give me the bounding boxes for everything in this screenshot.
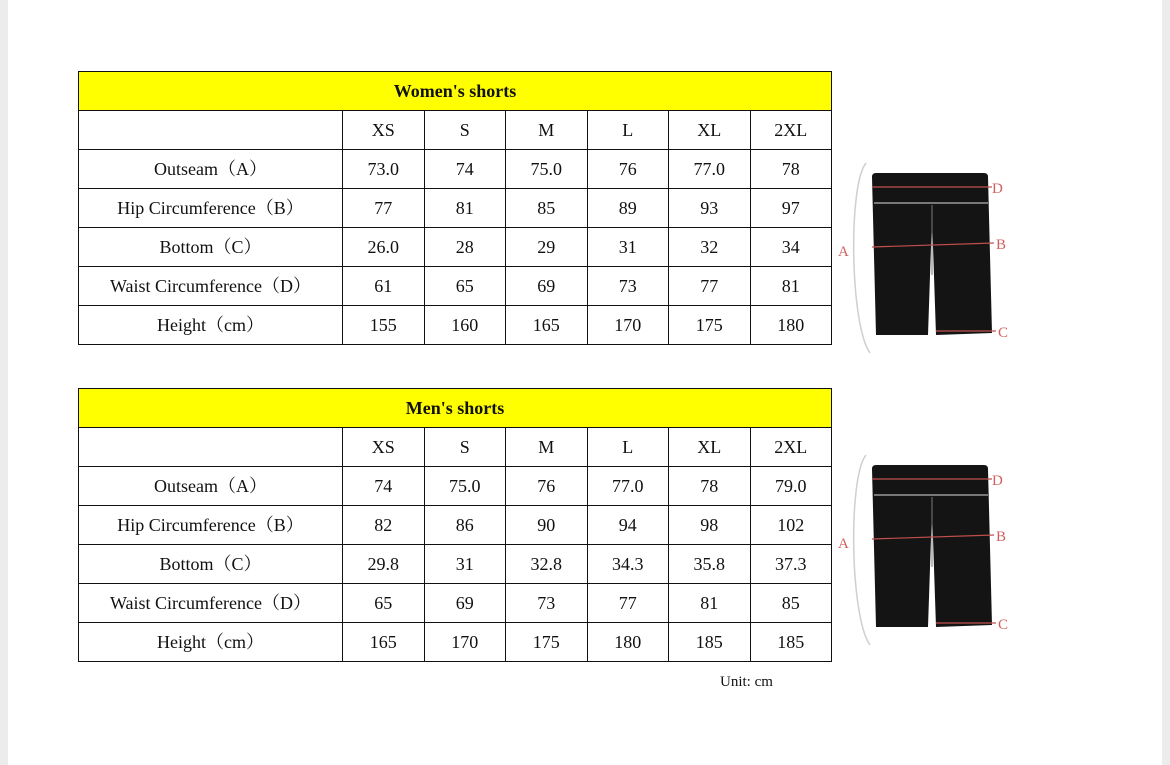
table-row bbox=[79, 267, 832, 306]
womens-shorts-diagram bbox=[836, 155, 1026, 365]
size-header: L bbox=[587, 428, 669, 467]
table-cell: 77 bbox=[669, 267, 751, 306]
right-edge-shade bbox=[1162, 0, 1170, 765]
table-row bbox=[79, 623, 832, 662]
table-cell: 79.0 bbox=[750, 467, 832, 506]
table-title-row bbox=[79, 72, 832, 111]
unit-note: Unit: cm bbox=[720, 674, 773, 690]
row-label: Outseam（A） bbox=[79, 467, 343, 506]
table-cell: 69 bbox=[424, 584, 506, 623]
table-cell: 76 bbox=[506, 467, 588, 506]
table-cell: 75.0 bbox=[506, 150, 588, 189]
mens-size-table bbox=[78, 388, 832, 662]
size-header: S bbox=[424, 111, 506, 150]
table-cell: 165 bbox=[343, 623, 425, 662]
table-cell: 61 bbox=[343, 267, 425, 306]
table-title: Men's shorts bbox=[79, 389, 832, 428]
table-cell: 32 bbox=[669, 228, 751, 267]
label-c: C bbox=[998, 325, 1009, 341]
table-cell: 85 bbox=[750, 584, 832, 623]
table-row bbox=[79, 150, 832, 189]
table-cell: 32.8 bbox=[506, 545, 588, 584]
table-row bbox=[79, 506, 832, 545]
left-edge-shade bbox=[0, 0, 8, 765]
row-label: Height（cm） bbox=[79, 306, 343, 345]
table-cell: 78 bbox=[750, 150, 832, 189]
table-cell: 77.0 bbox=[669, 150, 751, 189]
table-cell: 155 bbox=[343, 306, 425, 345]
row-label: Hip Circumference（B） bbox=[79, 189, 343, 228]
table-cell: 170 bbox=[587, 306, 669, 345]
table-cell: 73 bbox=[506, 584, 588, 623]
table-row bbox=[79, 228, 832, 267]
table-cell: 78 bbox=[669, 467, 751, 506]
label-a: A bbox=[838, 536, 849, 552]
shorts-measurement-diagram bbox=[836, 155, 1026, 365]
table-cell: 90 bbox=[506, 506, 588, 545]
table-cell: 65 bbox=[424, 267, 506, 306]
size-header: M bbox=[506, 428, 588, 467]
table-cell: 76 bbox=[587, 150, 669, 189]
table-cell: 29 bbox=[506, 228, 588, 267]
table-cell: 34 bbox=[750, 228, 832, 267]
row-label: Bottom（C） bbox=[79, 545, 343, 584]
size-header-row bbox=[79, 111, 832, 150]
label-c: C bbox=[998, 617, 1009, 633]
table-cell: 82 bbox=[343, 506, 425, 545]
label-a: A bbox=[838, 244, 849, 260]
corner-cell bbox=[79, 111, 343, 150]
table-row bbox=[79, 467, 832, 506]
table-title: Women's shorts bbox=[79, 72, 832, 111]
row-label: Outseam（A） bbox=[79, 150, 343, 189]
size-header: XL bbox=[669, 428, 751, 467]
table-row bbox=[79, 306, 832, 345]
table-cell: 160 bbox=[424, 306, 506, 345]
table-cell: 37.3 bbox=[750, 545, 832, 584]
table-cell: 89 bbox=[587, 189, 669, 228]
table-cell: 165 bbox=[506, 306, 588, 345]
table-cell: 180 bbox=[750, 306, 832, 345]
table-cell: 26.0 bbox=[343, 228, 425, 267]
table-cell: 175 bbox=[506, 623, 588, 662]
table-cell: 28 bbox=[424, 228, 506, 267]
table-row bbox=[79, 189, 832, 228]
row-label: Bottom（C） bbox=[79, 228, 343, 267]
table-cell: 31 bbox=[587, 228, 669, 267]
table-cell: 86 bbox=[424, 506, 506, 545]
table-cell: 81 bbox=[750, 267, 832, 306]
size-header: XS bbox=[343, 111, 425, 150]
size-header: 2XL bbox=[750, 428, 832, 467]
table-cell: 102 bbox=[750, 506, 832, 545]
row-label: Height（cm） bbox=[79, 623, 343, 662]
table-cell: 85 bbox=[506, 189, 588, 228]
corner-cell bbox=[79, 428, 343, 467]
table-cell: 69 bbox=[506, 267, 588, 306]
table-cell: 77 bbox=[587, 584, 669, 623]
table-cell: 185 bbox=[750, 623, 832, 662]
table-cell: 81 bbox=[669, 584, 751, 623]
table-row bbox=[79, 584, 832, 623]
row-label: Waist Circumference（D） bbox=[79, 584, 343, 623]
label-b: B bbox=[996, 237, 1007, 253]
womens-size-table bbox=[78, 71, 832, 345]
table-cell: 74 bbox=[343, 467, 425, 506]
size-header: 2XL bbox=[750, 111, 832, 150]
table-cell: 74 bbox=[424, 150, 506, 189]
table-cell: 77.0 bbox=[587, 467, 669, 506]
table-cell: 29.8 bbox=[343, 545, 425, 584]
size-header-row bbox=[79, 428, 832, 467]
mens-shorts-diagram bbox=[836, 447, 1026, 657]
table-cell: 93 bbox=[669, 189, 751, 228]
table-cell: 73 bbox=[587, 267, 669, 306]
table-cell: 185 bbox=[669, 623, 751, 662]
table-cell: 180 bbox=[587, 623, 669, 662]
table-title-row bbox=[79, 389, 832, 428]
table-row bbox=[79, 545, 832, 584]
table-cell: 98 bbox=[669, 506, 751, 545]
table-cell: 34.3 bbox=[587, 545, 669, 584]
row-label: Waist Circumference（D） bbox=[79, 267, 343, 306]
size-header: XL bbox=[669, 111, 751, 150]
table-cell: 77 bbox=[343, 189, 425, 228]
table-cell: 170 bbox=[424, 623, 506, 662]
table-cell: 35.8 bbox=[669, 545, 751, 584]
table-cell: 65 bbox=[343, 584, 425, 623]
table-cell: 75.0 bbox=[424, 467, 506, 506]
label-d: D bbox=[992, 181, 1003, 197]
label-d: D bbox=[992, 473, 1003, 489]
size-header: L bbox=[587, 111, 669, 150]
table-cell: 97 bbox=[750, 189, 832, 228]
table-cell: 73.0 bbox=[343, 150, 425, 189]
table-cell: 31 bbox=[424, 545, 506, 584]
label-b: B bbox=[996, 529, 1007, 545]
table-cell: 175 bbox=[669, 306, 751, 345]
row-label: Hip Circumference（B） bbox=[79, 506, 343, 545]
size-header: S bbox=[424, 428, 506, 467]
table-cell: 81 bbox=[424, 189, 506, 228]
shorts-measurement-diagram bbox=[836, 447, 1026, 657]
table-cell: 94 bbox=[587, 506, 669, 545]
size-header: M bbox=[506, 111, 588, 150]
size-header: XS bbox=[343, 428, 425, 467]
